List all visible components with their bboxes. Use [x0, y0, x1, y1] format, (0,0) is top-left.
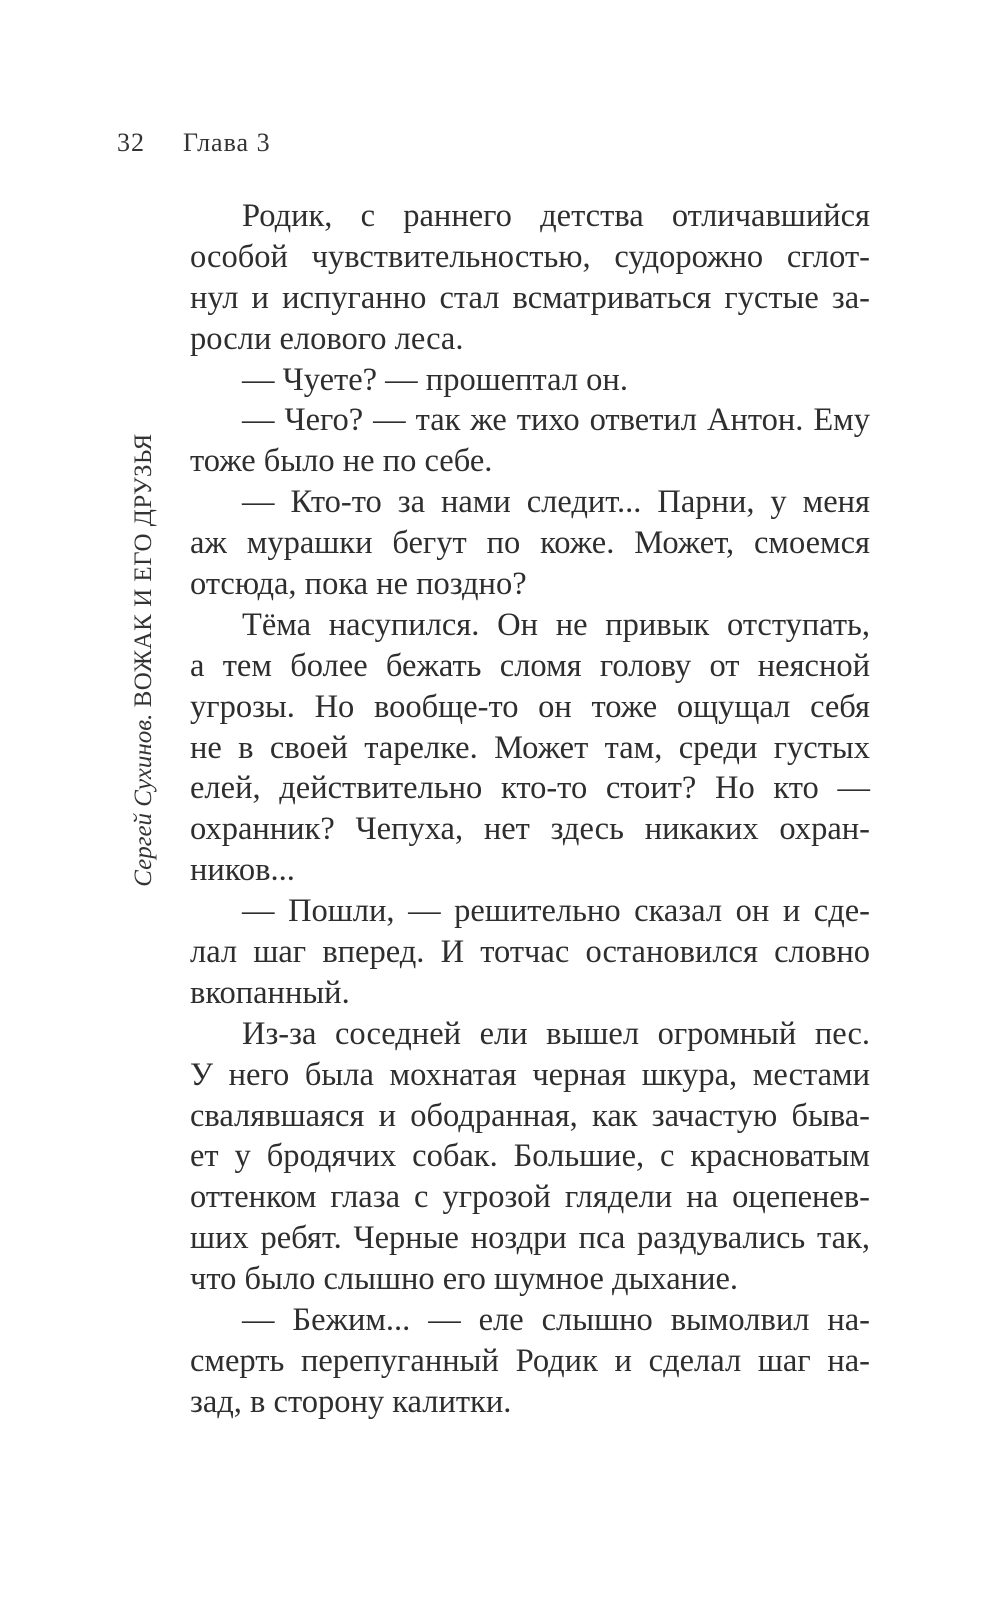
- text-line: ет у бродячих собак. Большие, с красноватым: [190, 1138, 870, 1175]
- page-number: 32: [117, 128, 145, 157]
- text-line: ших ребят. Черные ноздри пса раздувались так,: [190, 1220, 870, 1257]
- book-title: ВОЖАК И ЕГО ДРУЗЬЯ: [130, 433, 157, 708]
- text-line: У него была мохнатая черная шкура, местами: [190, 1056, 870, 1093]
- text-line: не в своей тарелке. Может там, среди густых: [190, 729, 870, 766]
- text-line: — Чего? — так же тихо ответил Антон. Ему: [242, 402, 870, 439]
- text-line: — Чуете? — прошептал он.: [242, 361, 628, 398]
- text-line: Из-за соседней ели вышел огромный пес.: [242, 1015, 870, 1052]
- text-line: а тем более бежать сломя голову от неясной: [190, 647, 870, 684]
- chapter-label: Глава 3: [183, 128, 271, 157]
- text-line: вкопанный.: [190, 974, 350, 1011]
- text-line: ников...: [190, 852, 295, 889]
- text-line: свалявшаяся и ободранная, как зачастую быва-: [190, 1097, 870, 1134]
- text-line: аж мурашки бегут по коже. Может, смоемся: [190, 525, 870, 562]
- text-line: особой чувствительностью, судорожно сглот-: [190, 238, 870, 275]
- text-line: что было слышно его шумное дыхание.: [190, 1261, 739, 1298]
- text-line: зад, в сторону калитки.: [190, 1383, 512, 1420]
- running-head: [117, 128, 271, 168]
- text-line: оттенком глаза с угрозой глядели на оцепенев-: [190, 1179, 870, 1216]
- text-line: елей, действительно кто-то стоит? Но кто —: [190, 770, 870, 807]
- text-line: тоже было не по себе.: [190, 443, 493, 480]
- text-line: — Бежим... — еле слышно вымолвил на-: [242, 1302, 870, 1339]
- text-line: Тёма насупился. Он не привык отступать,: [242, 606, 870, 643]
- text-line: отсюда, пока не поздно?: [190, 566, 527, 603]
- body-text: [190, 196, 870, 1423]
- author-name: Сергей Сухинов.: [130, 713, 157, 887]
- text-line: Родик, с раннего детства отличавшийся: [242, 198, 870, 234]
- text-line: смерть перепуганный Родик и сделал шаг на-: [190, 1342, 870, 1379]
- text-line: росли елового леса.: [190, 320, 464, 357]
- text-line: охранник? Чепуха, нет здесь никаких охран-: [190, 811, 870, 848]
- spine-title: [130, 433, 158, 886]
- text-line: лал шаг вперед. И тотчас остановился словно: [190, 934, 870, 971]
- text-line: нул и испуганно стал всматриваться густые за-: [190, 279, 870, 316]
- text-line: — Кто-то за нами следит... Парни, у меня: [242, 484, 870, 521]
- text-line: угрозы. Но вообще-то он тоже ощущал себя: [190, 688, 870, 725]
- text-line: — Пошли, — решительно сказал он и сде-: [242, 893, 870, 930]
